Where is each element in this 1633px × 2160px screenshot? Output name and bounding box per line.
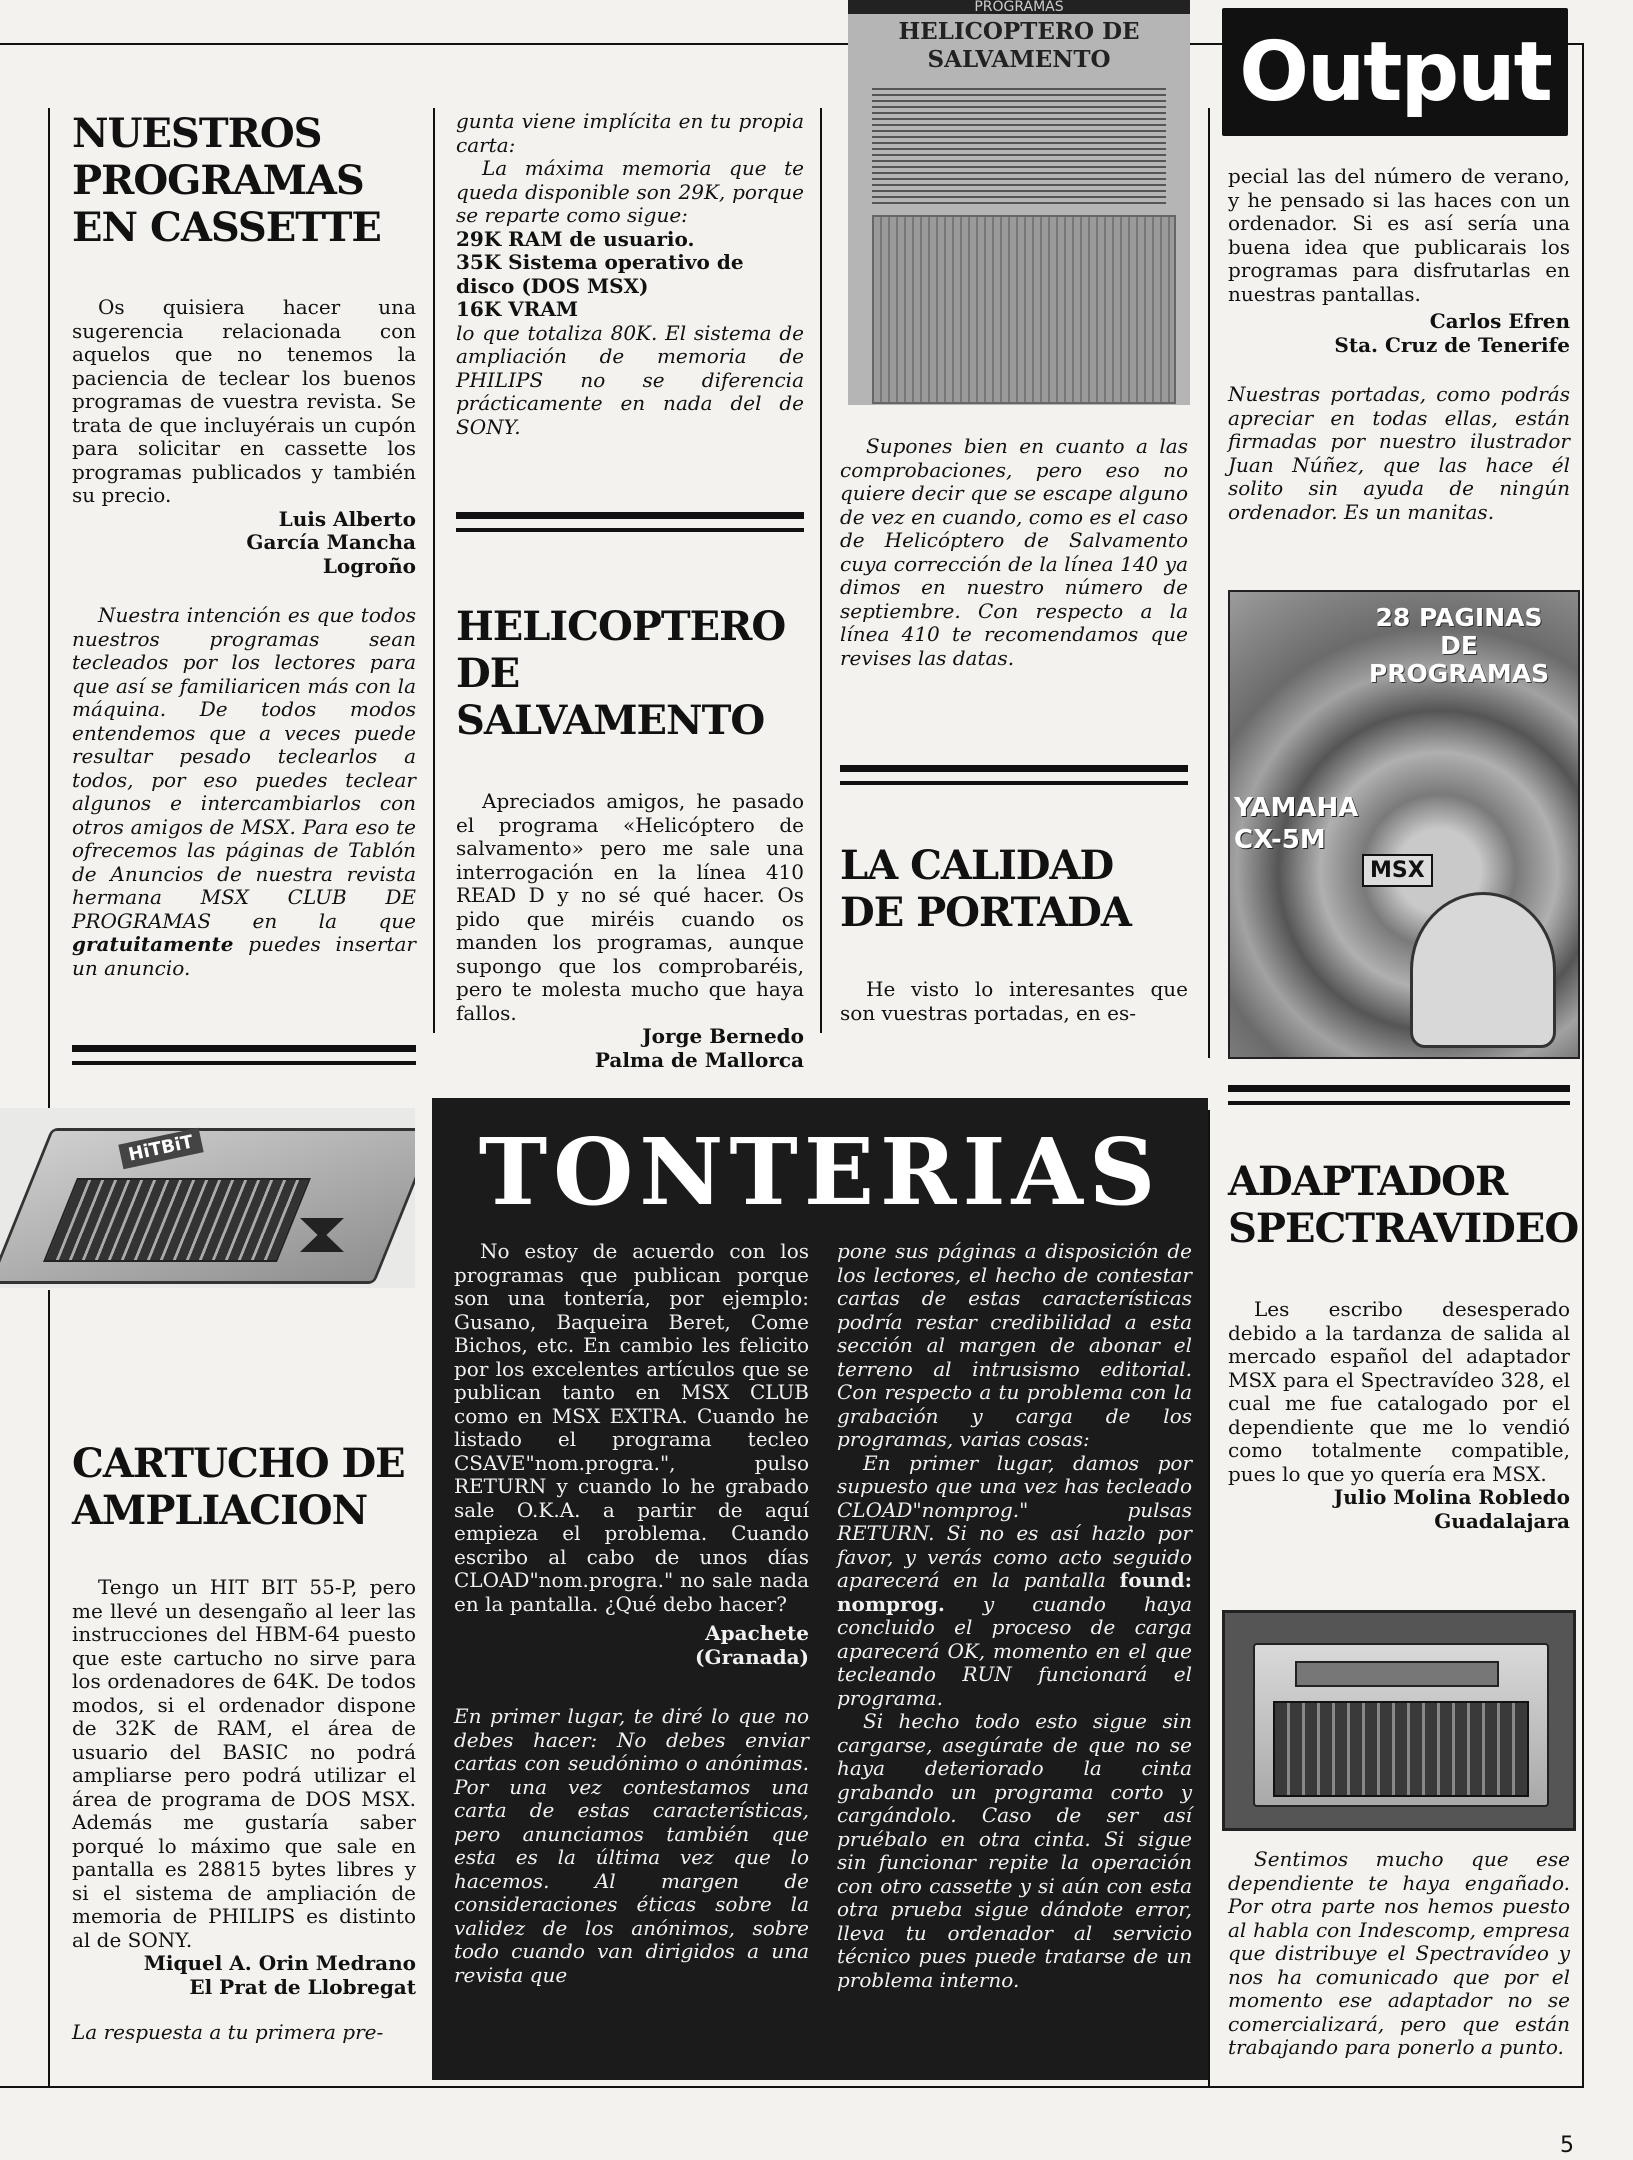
calidad-letter-part1: He visto lo interesantes que son vuestras portadas, en es- bbox=[840, 977, 1188, 1025]
column4-rule bbox=[1228, 1085, 1570, 1105]
helicoptero-letter: Apreciados amigos, he pasado el programa «Helicóptero de salvamento» pero me sale una interrogación en la línea 410 READ D y no sé qué hacer. Os pido que miréis cuando os manden los programas, aunque supongo que los comprobaréis, pero te molesta mucho que haya fallos. bbox=[456, 789, 804, 1025]
nuestros-programas-sig-city: Logroño bbox=[322, 553, 416, 578]
nuestros-programas-section bbox=[72, 110, 416, 980]
tonterias-col1 bbox=[454, 1240, 809, 1987]
column3-rule bbox=[840, 765, 1188, 785]
cartucho-reply-start: La respuesta a tu primera pre- bbox=[72, 2020, 384, 2044]
cover-robot-shape bbox=[1410, 892, 1556, 1048]
memory-reply-intro: gunta viene implícita en tu propia carta: bbox=[456, 109, 804, 157]
helicoptero-title-line2: DE SALVAMENTO bbox=[456, 650, 765, 744]
reply-col2-p2a: En primer lugar, damos por supuesto que una vez has tecleado CLOAD"nomprog." pulsas RETURN. Si no es así hazlo por favor, y verás como acto seguido aparecerá en la pantalla bbox=[837, 1450, 1192, 1592]
thumbnail-title-line2: SALVAMENTO bbox=[927, 46, 1111, 73]
cartucho-title-line1: CARTUCHO DE bbox=[72, 1440, 405, 1487]
cartucho-title-line2: AMPLIACION bbox=[72, 1487, 368, 1534]
page-number: 5 bbox=[1560, 2133, 1574, 2158]
column2-rule-1 bbox=[456, 512, 804, 532]
column-divider-2 bbox=[820, 108, 822, 1033]
nuestros-programas-sig-name-1: Luis Alberto bbox=[278, 506, 416, 531]
tonterias-box bbox=[432, 1098, 1208, 2080]
cartucho-section bbox=[72, 1440, 416, 2045]
tonterias-sig-name: Apachete bbox=[705, 1621, 809, 1645]
memory-reply-outro: lo que totaliza 80K. El sistema de ampliación de memoria de PHILIPS no se diferencia prácticamente en nada del de SONY. bbox=[456, 320, 804, 439]
calidad-continuation bbox=[1228, 165, 1570, 524]
spectravideo-top-panel bbox=[1295, 1661, 1499, 1687]
helicoptero-sig-city: Palma de Mallorca bbox=[594, 1047, 804, 1072]
helicoptero-section bbox=[456, 603, 804, 1072]
calidad-title-line1: LA CALIDAD bbox=[840, 842, 1114, 889]
adaptador-sig-name: Julio Molina Robledo bbox=[1333, 1485, 1570, 1509]
cover-label bbox=[1234, 792, 1358, 856]
cartucho-sig-name: Miquel A. Orin Medrano bbox=[143, 1951, 416, 1975]
reply-col2-bold: found: nomprog. bbox=[837, 1568, 1193, 1616]
calidad-reply: Nuestras portadas, como podrás apreciar en todas ellas, están firmadas por nuestro ilustrador Juan Núñez, que las hace él solito sin ayuda de ningún ordenador. Es un manitas. bbox=[1228, 382, 1570, 524]
column1-rule bbox=[72, 1045, 416, 1065]
tonterias-reply-col2-p2 bbox=[837, 1452, 1192, 1711]
reply-bold: gratuitamente bbox=[72, 932, 234, 956]
nuestros-programas-title-line3: EN CASSETTE bbox=[72, 204, 381, 251]
tonterias-reply-col2-p1: pone sus páginas a disposición de los lectores, el hecho de contestar cartas de estas características podría restar credibilidad a esta sección al margen de abonar el terreno al intrusismo editorial. Con respecto a tu problema con la grabación y carga de los programas, varias cosas: bbox=[837, 1239, 1192, 1451]
reply-part2: puedes insertar un anuncio. bbox=[72, 932, 416, 980]
adaptador-title-line2: SPECTRAVIDEO bbox=[1228, 1205, 1579, 1252]
hitbit-brand-label: HiTBiT bbox=[118, 1128, 203, 1169]
helicoptero-reply-section bbox=[840, 435, 1188, 670]
adaptador-sig-city: Guadalajara bbox=[1434, 1508, 1570, 1533]
thumbnail-listing-grid bbox=[872, 215, 1176, 404]
memory-line-dos: 35K Sistema operativo de disco (DOS MSX) bbox=[456, 250, 744, 298]
helicoptero-title-line1: HELICOPTERO bbox=[456, 603, 786, 650]
lower-left-frame-line bbox=[48, 1290, 50, 2088]
adaptador-letter: Les escribo desesperado debido a la tardanza de salida al mercado español del adaptador MSX para el Spectravídeo 328, el cual me fue catalogado por el dependiente que me lo vendió como totalmente compatible, pues lo que yo quería era MSX. bbox=[1228, 1297, 1570, 1486]
cover-label-line1: YAMAHA bbox=[1234, 793, 1359, 823]
tonterias-title: TONTERIAS bbox=[478, 1118, 1162, 1226]
left-frame-line bbox=[48, 108, 50, 1108]
cover-banner-line1: 28 PAGINAS bbox=[1375, 603, 1543, 632]
memory-reply-section bbox=[456, 110, 804, 439]
cover-msx-badge: MSX bbox=[1362, 854, 1433, 887]
thumbnail-header: PROGRAMAS bbox=[848, 0, 1190, 14]
spectravideo-computer-photo bbox=[1222, 1610, 1576, 1831]
helicoptero-sig-name: Jorge Bernedo bbox=[642, 1024, 804, 1048]
nuestros-programas-letter: Os quisiera hacer una sugerencia relacionada con aquelos que no tenemos la paciencia de teclear los buenos programas de vuestra revista. Se trata de que incluyérais un cupón para solicitar en cassette los programas publicados y también su precio. bbox=[72, 295, 416, 507]
memory-line-vram: 16K VRAM bbox=[456, 297, 578, 321]
hitbit-keyboard bbox=[43, 1178, 311, 1262]
thumbnail-title-line1: HELICOPTERO DE bbox=[898, 18, 1140, 45]
helicoptero-reply: Supones bien en cuanto a las comprobaciones, pero eso no quiere decir que se escape alguno de vez en cuando, como es el caso de Helicóptero de Salvamento cuya corrección de la línea 140 ya dimos en nuestro número de septiembre. Con respecto a la línea 410 te recomendamos que revises las datas. bbox=[840, 434, 1188, 670]
calidad-letter-part2: pecial las del número de verano, y he pensado si las haces con un ordenador. Si es así sería una buena idea que publicarais los programas para disfrutarlas en nuestras pantallas. bbox=[1228, 164, 1570, 306]
column-divider-1 bbox=[433, 108, 435, 1033]
reply-col2-p2b: y cuando haya concluido el proceso de carga aparecerá OK, momento en el que tecleando RUN funcionará el programa. bbox=[837, 1591, 1192, 1710]
nuestros-programas-sig-name-2: García Mancha bbox=[246, 530, 416, 554]
nuestros-programas-reply bbox=[72, 604, 416, 980]
output-logo bbox=[1222, 8, 1568, 136]
cover-banner-line2: DE PROGRAMAS bbox=[1368, 631, 1550, 688]
cartucho-letter: Tengo un HIT BIT 55-P, pero me llevé un desengaño al leer las instrucciones del HBM-64 puesto que este cartucho no sirve para los ordenadores de 64K. De todos modos, si el ordenador dispone de 32K de RAM, el área de usuario del BASIC no podrá ampliarse pero podrá utilizar el área de programa de DOS MSX. Además me gustaría saber porqué lo máximo que sale en pantalla es 28815 bytes libres y si el sistema de ampliación de memoria de PHILIPS es distinto al de SONY. bbox=[72, 1575, 416, 1952]
tonterias-letter: No estoy de acuerdo con los programas que publican porque son una tontería, por ejemplo: Gusano, Baqueira Beret, Come Bichos, etc. En cambio les felicito por los excelentes artículos que se publican tanto en MSX CLUB como en MSX EXTRA. Cuando he listado el programa tecleo CSAVE"nom.progra.", pulso RETURN y cuando lo he grabado sale O.K.A. a partir de aquí empieza el problema. Cuando escribo al cabo de unos días CLOAD"nom.progra." no sale nada en la pantalla. ¿Qué debo hacer? bbox=[454, 1239, 809, 1616]
calidad-title-line2: DE PORTADA bbox=[840, 889, 1131, 936]
memory-reply-text: La máxima memoria que te queda disponible son 29K, porque se reparte como sigue: bbox=[456, 156, 804, 227]
adaptador-title-line1: ADAPTADOR bbox=[1228, 1158, 1508, 1205]
top-frame-line-left bbox=[0, 43, 848, 45]
lower-right-divider bbox=[1208, 1110, 1210, 2088]
tonterias-sig-city: (Granada) bbox=[695, 1644, 809, 1669]
output-logo-text: Output bbox=[1239, 24, 1551, 120]
hitbit-computer-photo bbox=[0, 1108, 415, 1288]
adaptador-section bbox=[1228, 1158, 1579, 1533]
tonterias-reply-col2-p3: Si hecho todo esto sigue sin cargarse, asegúrate de que no se haya deteriorado la cinta grabando un programa corto y cargándolo. Caso de ser así pruébalo en otra cinta. Si sigue sin funcionar repite la operación con otro cassette y si aún con esta otra prueba sigue dándote error, lleva tu ordenador al servicio técnico pues puede tratarse de un problema interno. bbox=[837, 1709, 1192, 1992]
cartucho-sig-city: El Prat de Llobregat bbox=[189, 1974, 416, 1999]
thumbnail-text-lines bbox=[872, 84, 1166, 204]
nuestros-programas-title-line2: PROGRAMAS bbox=[72, 157, 364, 204]
calidad-section bbox=[840, 842, 1188, 1025]
column-divider-3 bbox=[1208, 108, 1210, 1058]
adaptador-reply-section bbox=[1228, 1848, 1570, 2060]
tonterias-reply-col1: En primer lugar, te diré lo que no debes hacer: No debes enviar cartas con seudónimo o anónimas. Por una vez contestamos una carta de estas características, pero anunciamos también que esta es la última vez que lo hacemos. Al margen de consideraciones éticas sobre la validez de los anónimos, sobre todo cuando van dirigidos a una revista que bbox=[454, 1704, 809, 1987]
right-frame-line bbox=[1582, 43, 1584, 2088]
magazine-cover-image bbox=[1228, 590, 1580, 1059]
calidad-sig-city: Sta. Cruz de Tenerife bbox=[1334, 332, 1570, 357]
tonterias-col2 bbox=[837, 1240, 1192, 1992]
reply-part1: Nuestra intención es que todos nuestros programas sean tecleados por los lectores para que así se familiaricen más con la máquina. De todos modos entendemos que a veces puede resultar pesado teclearlos a todos, por eso puedes teclear algunos e intercambiarlos con otros amigos de MSX. Para eso te ofrecemos las páginas de Tablón de Anuncios de nuestra revista hermana MSX CLUB DE PROGRAMAS en la que bbox=[72, 603, 416, 933]
calidad-sig-name: Carlos Efren bbox=[1429, 309, 1570, 333]
cover-label-line2: CX-5M bbox=[1234, 825, 1326, 855]
memory-line-ram: 29K RAM de usuario. bbox=[456, 226, 695, 251]
bottom-frame-line bbox=[0, 2086, 1584, 2088]
cover-banner bbox=[1348, 604, 1570, 688]
adaptador-reply: Sentimos mucho que ese dependiente te haya engañado. Por otra parte nos hemos puesto al habla con Indescomp, empresa que distribuye el Spectravídeo y nos ha comunicado que por el momento ese adaptador no se comercializará, pero que están trabajando para ponerlo a punto. bbox=[1228, 1847, 1570, 2059]
program-listing-thumbnail bbox=[848, 0, 1190, 405]
nuestros-programas-title-line1: NUESTROS bbox=[72, 110, 322, 157]
spectravideo-keyboard bbox=[1273, 1701, 1529, 1797]
